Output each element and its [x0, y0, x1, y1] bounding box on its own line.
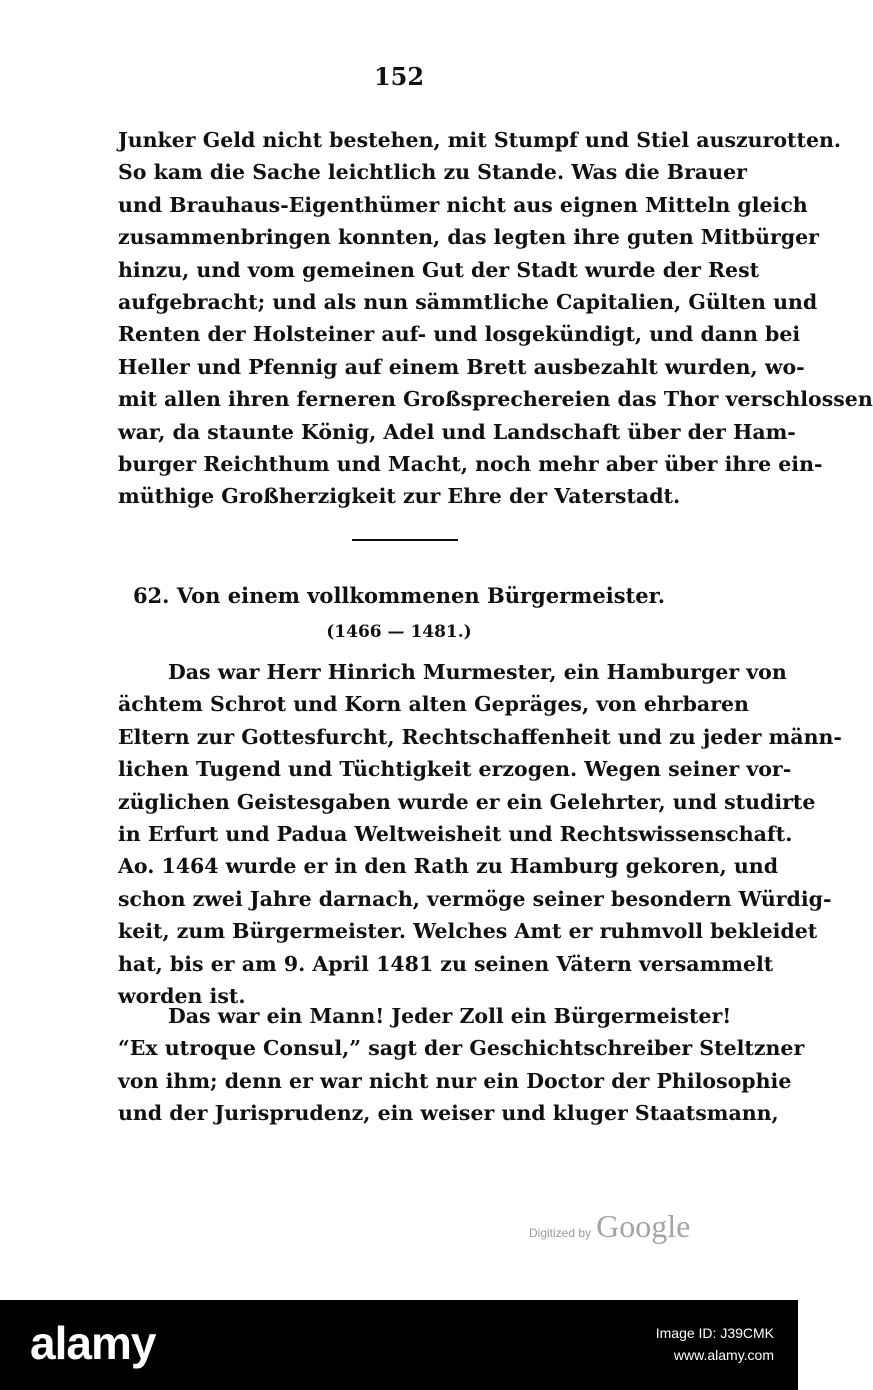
- text-line: von ihm; denn er war nicht nur ein Doctor der Philosophie: [118, 1068, 792, 1093]
- stock-url: www.alamy.com: [673, 1347, 774, 1363]
- digitized-watermark: [529, 1208, 690, 1245]
- text-line: in Erfurt und Padua Weltweisheit und Rechtswissenschaft.: [118, 822, 793, 847]
- text-line: schon zwei Jahre darnach, vermöge seiner besondern Würdig-: [118, 886, 832, 911]
- text-line: Ao. 1464 wurde er in den Rath zu Hamburg gekoren, und: [118, 854, 779, 879]
- text-line: Heller und Pfennig auf einem Brett ausbezahlt wurden, wo-: [118, 354, 805, 379]
- section-dates: (1466 — 1481.): [326, 622, 472, 642]
- paragraph: [118, 1000, 805, 1130]
- text-line: zusammenbringen konnten, das legten ihre guten Mitbürger: [118, 225, 819, 250]
- text-line: und der Jurisprudenz, ein weiser und kluger Staatsmann,: [118, 1101, 779, 1126]
- text-line: aufgebracht; und als nun sämmtliche Capitalien, Gülten und: [118, 290, 818, 315]
- image-id-block: [656, 1322, 774, 1366]
- text-line: Renten der Holsteiner auf- und losgekündigt, und dann bei: [118, 322, 801, 347]
- text-line: burger Reichthum und Macht, noch mehr aber über ihre ein-: [118, 452, 823, 477]
- text-line: Das war Herr Hinrich Murmester, ein Hamburger von: [168, 660, 787, 684]
- digitized-by-label: Digitized by: [529, 1226, 592, 1240]
- image-id: Image ID: J39CMK: [655, 1325, 774, 1341]
- text-line: So kam die Sache leichtlich zu Stande. Was die Brauer: [118, 160, 747, 185]
- text-line: und Brauhaus-Eigenthümer nicht aus eignen Mitteln gleich: [118, 192, 808, 217]
- google-logo: Google: [596, 1208, 691, 1244]
- text-line: mit allen ihren ferneren Großsprechereien das Thor verschlossen: [118, 387, 873, 412]
- section-divider: [352, 539, 458, 541]
- text-line: hat, bis er am 9. April 1481 zu seinen Vätern versammelt: [118, 951, 774, 976]
- text-line: “Ex utroque Consul,” sagt der Geschichtschreiber Steltzner: [118, 1036, 805, 1061]
- text-line: züglichen Geistesgaben wurde er ein Gelehrter, und studirte: [118, 789, 816, 814]
- text-line: keit, zum Bürgermeister. Welches Amt er ruhmvoll bekleidet: [118, 919, 818, 944]
- alamy-logo: alamy: [30, 1317, 156, 1369]
- paragraph-continued: [118, 124, 873, 513]
- text-line: Das war ein Mann! Jeder Zoll ein Bürgermeister!: [168, 1004, 732, 1028]
- stock-photo-banner: [0, 1300, 798, 1390]
- section-heading: 62. Von einem vollkommenen Bürgermeister.: [132, 583, 666, 608]
- paragraph: [118, 656, 842, 1012]
- text-line: hinzu, und vom gemeinen Gut der Stadt wurde der Rest: [118, 257, 760, 282]
- text-line: worden ist.: [118, 984, 246, 1009]
- text-line: Junker Geld nicht bestehen, mit Stumpf und Stiel auszurotten.: [118, 128, 842, 152]
- text-line: lichen Tugend und Tüchtigkeit erzogen. Wegen seiner vor-: [118, 757, 792, 782]
- page-number: 152: [373, 62, 425, 91]
- text-line: müthige Großherzigkeit zur Ehre der Vaterstadt.: [118, 484, 681, 509]
- text-line: Eltern zur Gottesfurcht, Rechtschaffenheit und zu jeder männ-: [118, 724, 842, 749]
- text-line: ächtem Schrot und Korn alten Gepräges, von ehrbaren: [118, 692, 749, 717]
- text-line: war, da staunte König, Adel und Landschaft über der Ham-: [118, 419, 796, 444]
